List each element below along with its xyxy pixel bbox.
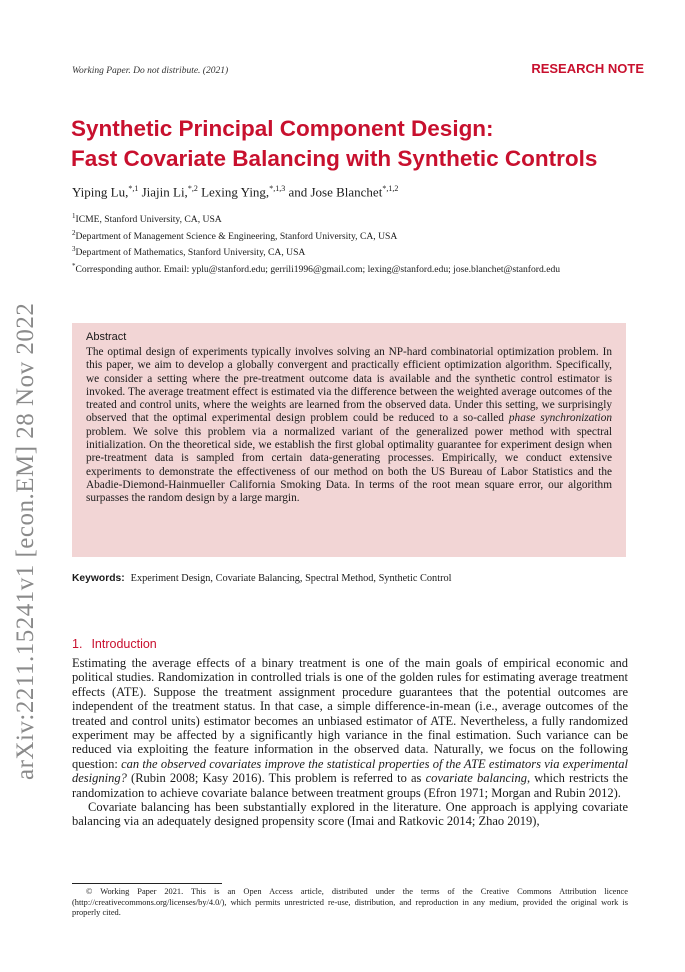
author-affil-marker: *,1,2 xyxy=(382,184,399,193)
license-footnote: © Working Paper 2021. This is an Open Access article, distributed under the terms of the Creative Commons Attribution licence (http://creativecommons.org/licenses/by/4.0/), which permits unrestricted re-use, distribution, and reproduction in any medium, provided the original work is properly cited. xyxy=(72,887,628,918)
section-number: 1. xyxy=(72,637,83,651)
affiliation-line: $^3$Department of Mathematics, Stanford University, CA, USA xyxy=(72,245,306,259)
arxiv-side-stamp: arXiv:2211.15241v1 [econ.EM] 28 Nov 2022 xyxy=(12,302,39,780)
title-line-1: Synthetic Principal Component Design: xyxy=(71,116,494,141)
author-name: and Jose Blanchet xyxy=(285,184,383,200)
keywords-label: Keywords: xyxy=(72,573,125,584)
paragraph: Estimating the average effects of a binary treatment is one of the main goals of empirical economic and political studies. Randomization in controlled trials is one of the golden rules for estimating average treatment effects (ATE). Suppose the treatment assignment procedure guarantees that the potential outcomes are independent of the treatment status. In that case, a simple difference-in-mean (i.e., average outcomes of the treated and control units) estimator becomes an unbiased estimator of ATE. Nevertheless, a fully randomized experiment may be affected by a significantly high variance in the final estimation. Such variance can be reduced via exploiting the feature information in the observed data. Naturally, we focus on the following question: can the observed covariates improve the statistical properties of the ATE estimators via experimental designing? (Rubin 2008; Kasy 2016). This problem is referred to as covariate balancing, which restricts the randomization to achieve covariate balance between treatment groups (Efron 1971; Morgan and Rubin 2012). xyxy=(72,656,628,800)
title-line-2: Fast Covariate Balancing with Synthetic Controls xyxy=(71,146,598,171)
author-name: Lexing Ying, xyxy=(197,184,270,200)
affiliation-line: $^1$ICME, Stanford University, CA, USA xyxy=(72,212,222,226)
author-affil-marker: *,1 xyxy=(128,184,139,193)
author-affil-marker: *,1,3 xyxy=(269,184,286,193)
paper-title xyxy=(71,114,651,174)
author-list xyxy=(72,184,398,200)
author-name: Jiajin Li, xyxy=(138,184,188,200)
introduction-body xyxy=(72,656,628,829)
running-header: Working Paper. Do not distribute. (2021) xyxy=(72,66,229,76)
abstract-text: The optimal design of experiments typically involves solving an NP-hard combinatorial optimization problem. In this paper, we aim to develop a globally convergent and practically efficient optimization algorithm. Specifically, we consider a setting where the pre-treatment outcome data is available and the synthetic control estimator is invoked. The average treatment effect is estimated via the difference between the weighted average outcomes of the treated and control units, where the weights are learned from the observed data. Under this setting, we surprisingly observed that the optimal experimental design problem could be reduced to a so-called phase synchronization problem. We solve this problem via a normalized variant of the generalized power method with spectral initialization. On the theoretical side, we establish the first global optimality guarantee for experiment design when pre-treatment data is sampled from certain data-generating processes. Empirically, we conduct extensive experiments to demonstrate the effectiveness of our method on both the US Bureau of Labor Statistics and the Abadie-Diemond-Hainmueller California Smoking Data. In terms of the root mean square error, our algorithm surpasses the random design by a large margin. xyxy=(86,346,612,505)
section-title: Introduction xyxy=(91,637,157,651)
article-type-label: RESEARCH NOTE xyxy=(531,61,644,76)
affiliation-line: $^2$Department of Management Science & Engineering, Stanford University, CA, USA xyxy=(72,228,398,242)
author-affil-marker: *,2 xyxy=(187,184,198,193)
affiliations xyxy=(72,210,642,277)
section-heading-introduction xyxy=(72,637,157,651)
author-name: Yiping Lu, xyxy=(72,184,129,200)
keywords xyxy=(72,573,452,584)
footnote-divider xyxy=(72,883,222,884)
paragraph: Covariate balancing has been substantially explored in the literature. One approach is applying covariate balancing via an adequately designed propensity score (Imai and Ratkovic 2014; Zhao 2019), xyxy=(72,800,628,829)
abstract-heading: Abstract xyxy=(86,331,127,343)
corresponding-author-line: *Corresponding author. Email: yplu@stanford.edu; gerrili1996@gmail.com; lexing@stanford.edu; jose.blanchet@stanford.edu xyxy=(72,262,561,276)
keywords-text: Experiment Design, Covariate Balancing, Spectral Method, Synthetic Control xyxy=(130,573,452,584)
abstract-box xyxy=(72,323,626,557)
